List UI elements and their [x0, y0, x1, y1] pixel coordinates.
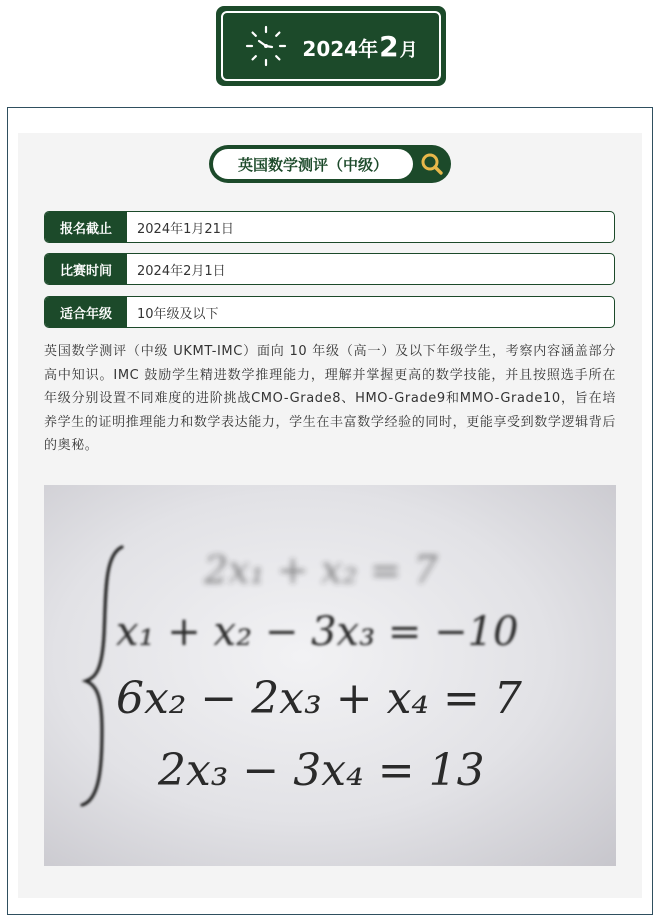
content-frame	[7, 107, 653, 915]
month-year: 2024年	[302, 36, 379, 61]
info-row-deadline	[44, 211, 615, 243]
month-badge-inner	[221, 11, 441, 81]
info-label: 比赛时间	[45, 254, 127, 284]
info-row-date	[44, 253, 615, 285]
info-label: 报名截止	[45, 212, 127, 242]
info-row-grade	[44, 296, 615, 328]
month-label	[302, 30, 417, 63]
svg-text:2x₃ − 3x₄ = 13: 2x₃ − 3x₄ = 13	[158, 745, 485, 796]
description-paragraph: 英国数学测评（中级 UKMT-IMC）面向 10 年级（高一）及以下年级学生，考察内容涵盖部分高中知识。IMC 鼓励学生精进数学推理能力，理解并掌握更高的数学技能，并且按照选手所在年级分别设置不同难度的进阶挑战CMO-Grade8、HMO-Grade9和MMO-Grade10，旨在培养学生的证明推理能力和数学表达能力，学生在丰富数学经验的同时，更能享受到数学逻辑背后的奥秘。	[44, 344, 616, 453]
svg-text:2x₁ + x₂ = 7: 2x₁ + x₂ = 7	[204, 548, 438, 592]
info-value: 2024年1月21日	[137, 221, 234, 237]
page-title: 英国数学测评（中级）	[213, 149, 413, 179]
info-value: 2024年2月1日	[137, 263, 226, 279]
info-value: 10年级及以下	[137, 306, 219, 322]
title-pill	[209, 145, 451, 183]
month-badge	[216, 6, 446, 86]
svg-text:x₁ + x₂ − 3x₃ = −10: x₁ + x₂ − 3x₃ = −10	[116, 609, 519, 655]
info-label: 适合年级	[45, 297, 127, 327]
search-icon	[419, 151, 445, 177]
content-card	[18, 133, 642, 898]
equations-photo	[44, 485, 616, 866]
svg-text:6x₂ − 2x₃ + x₄ = 7: 6x₂ − 2x₃ + x₄ = 7	[116, 673, 522, 724]
clock-icon	[244, 24, 288, 68]
month-number: 2	[379, 29, 399, 63]
month-suffix: 月	[399, 39, 418, 61]
